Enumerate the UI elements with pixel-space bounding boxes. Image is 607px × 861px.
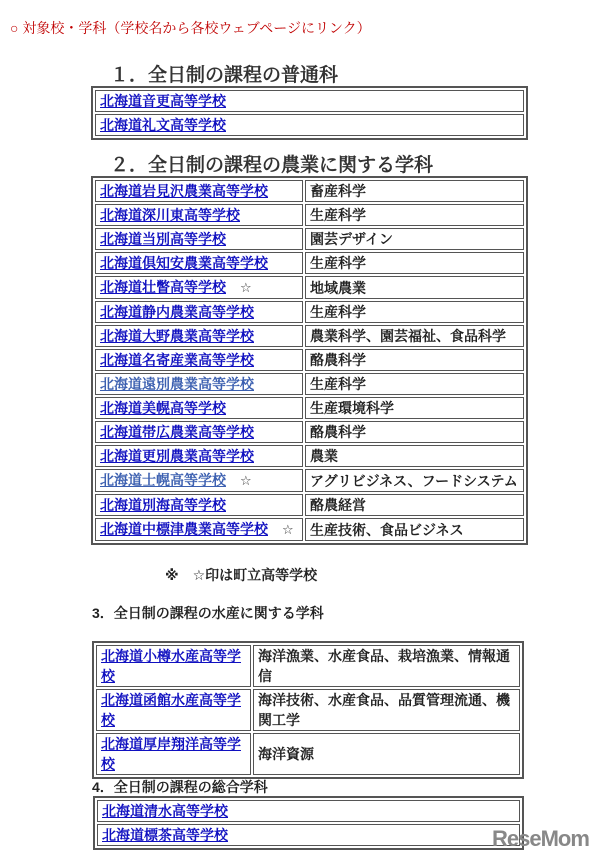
department-cell: 農業 — [305, 445, 524, 467]
department-cell: 海洋技術、水産食品、品質管理流通、機関工学 — [253, 689, 520, 731]
section-1-title: １．全日制の課程の普通科 — [110, 65, 339, 86]
agriculture-table — [91, 176, 528, 545]
school-link[interactable]: 北海道函館水産高等学校 — [101, 692, 241, 728]
star-mark: ☆ — [240, 280, 252, 295]
general-course-table — [91, 86, 528, 140]
school-link[interactable]: 北海道倶知安農業高等学校 — [100, 255, 268, 271]
intro-heading: ○ 対象校・学科（学校名から各校ウェブページにリンク） — [10, 20, 371, 36]
table-row — [95, 276, 524, 299]
school-cell — [95, 228, 303, 250]
department-cell: 酪農経営 — [305, 494, 524, 516]
school-cell — [95, 373, 303, 395]
table-row — [95, 301, 524, 323]
school-link[interactable]: 北海道壮瞥高等学校 — [100, 279, 226, 295]
table-row — [95, 397, 524, 419]
table-row — [95, 373, 524, 395]
table-row — [95, 349, 524, 371]
school-link[interactable]: 北海道当別高等学校 — [100, 231, 226, 247]
table-row — [95, 518, 524, 541]
table-row — [95, 90, 524, 112]
school-cell — [95, 494, 303, 516]
school-link[interactable]: 北海道礼文高等学校 — [100, 117, 226, 133]
department-cell: 農業科学、園芸福祉、食品科学 — [305, 325, 524, 347]
school-link[interactable]: 北海道美幌高等学校 — [100, 400, 226, 416]
school-link[interactable]: 北海道音更高等学校 — [100, 93, 226, 109]
department-cell: 園芸デザイン — [305, 228, 524, 250]
section-2-title: ２．全日制の課程の農業に関する学科 — [110, 155, 434, 176]
department-cell: 生産科学 — [305, 301, 524, 323]
department-cell: 生産科学 — [305, 204, 524, 226]
table-row — [95, 114, 524, 136]
school-link[interactable]: 北海道静内農業高等学校 — [100, 304, 254, 320]
school-cell — [95, 421, 303, 443]
table-row — [95, 252, 524, 274]
school-link[interactable]: 北海道帯広農業高等学校 — [100, 424, 254, 440]
table-row — [97, 800, 520, 822]
department-cell: 酪農科学 — [305, 421, 524, 443]
integrated-course-table — [93, 796, 524, 850]
table-row — [95, 325, 524, 347]
table-row — [95, 180, 524, 202]
table-row — [96, 645, 520, 687]
school-link[interactable]: 北海道名寄産業高等学校 — [100, 352, 254, 368]
school-cell — [95, 518, 303, 541]
school-cell — [95, 204, 303, 226]
school-cell — [95, 349, 303, 371]
school-cell — [95, 180, 303, 202]
department-cell: 生産環境科学 — [305, 397, 524, 419]
department-cell: 海洋漁業、水産食品、栽培漁業、情報通信 — [253, 645, 520, 687]
school-link[interactable]: 北海道別海高等学校 — [100, 497, 226, 513]
school-link[interactable]: 北海道大野農業高等学校 — [100, 328, 254, 344]
school-cell — [95, 301, 303, 323]
department-cell: 生産技術、食品ビジネス — [305, 518, 524, 541]
table-row — [95, 228, 524, 250]
table-row — [96, 689, 520, 731]
school-cell — [95, 252, 303, 274]
department-cell: 酪農科学 — [305, 349, 524, 371]
resemom-logo: ReseMom — [492, 826, 589, 851]
table-row — [95, 445, 524, 467]
school-link[interactable]: 北海道士幌高等学校 — [100, 472, 226, 488]
department-cell: 地域農業 — [305, 276, 524, 299]
school-cell — [95, 445, 303, 467]
table-row — [95, 469, 524, 492]
school-cell — [96, 733, 251, 775]
table-row — [95, 494, 524, 516]
school-link[interactable]: 北海道清水高等学校 — [102, 803, 228, 819]
school-cell — [95, 276, 303, 299]
school-link[interactable]: 北海道遠別農業高等学校 — [100, 376, 254, 392]
department-cell: 生産科学 — [305, 373, 524, 395]
school-cell — [95, 397, 303, 419]
school-link[interactable]: 北海道小樽水産高等学校 — [101, 648, 241, 684]
school-link[interactable]: 北海道更別農業高等学校 — [100, 448, 254, 464]
school-link[interactable]: 北海道中標津農業高等学校 — [100, 521, 268, 537]
school-link[interactable]: 北海道標茶高等学校 — [102, 827, 228, 843]
school-cell — [96, 689, 251, 731]
star-mark: ☆ — [282, 522, 294, 537]
department-cell: 生産科学 — [305, 252, 524, 274]
school-cell — [95, 469, 303, 492]
section-4-title: 4．全日制の課程の総合学科 — [92, 779, 268, 795]
school-link[interactable]: 北海道深川東高等学校 — [100, 207, 240, 223]
school-link[interactable]: 北海道厚岸翔洋高等学校 — [101, 736, 241, 772]
table-row — [97, 824, 520, 846]
star-mark: ☆ — [240, 473, 252, 488]
note: ※ ☆印は町立高等学校 — [165, 567, 318, 583]
section-3-title: 3．全日制の課程の水産に関する学科 — [92, 605, 324, 621]
fisheries-table — [92, 641, 524, 779]
table-row — [95, 204, 524, 226]
table-row — [95, 421, 524, 443]
school-cell — [95, 325, 303, 347]
school-cell — [96, 645, 251, 687]
department-cell: 畜産科学 — [305, 180, 524, 202]
school-link[interactable]: 北海道岩見沢農業高等学校 — [100, 183, 268, 199]
department-cell: アグリビジネス、フードシステム — [305, 469, 524, 492]
department-cell: 海洋資源 — [253, 733, 520, 775]
table-row — [96, 733, 520, 775]
